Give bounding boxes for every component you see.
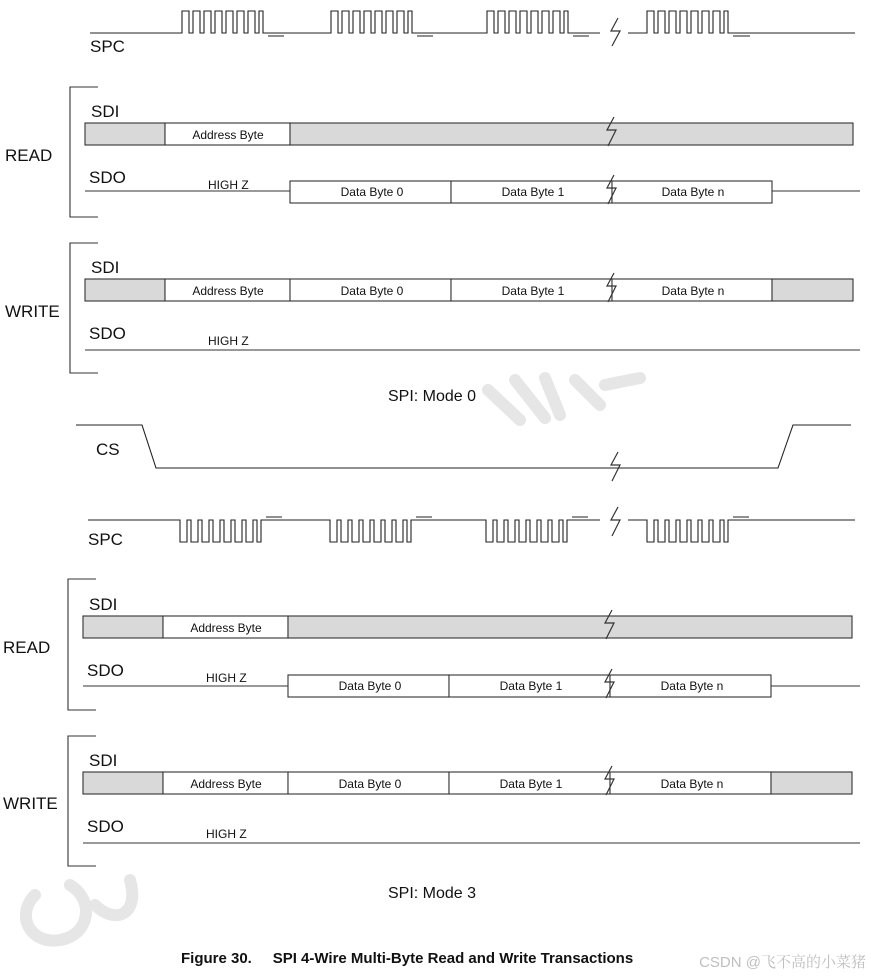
sdi-label-write-mode0: SDI bbox=[91, 258, 120, 277]
spc-label-mode3: SPC bbox=[88, 530, 123, 549]
cs-label: CS bbox=[96, 440, 120, 459]
data-byte-1-label: Data Byte 1 bbox=[501, 185, 565, 199]
high-z-label: HIGH Z bbox=[208, 334, 249, 348]
data-byte-0-label: Data Byte 0 bbox=[338, 777, 402, 791]
address-byte-label: Address Byte bbox=[192, 284, 264, 298]
data-byte-n-label: Data Byte n bbox=[660, 777, 724, 791]
read-label-mode0: READ bbox=[5, 146, 53, 165]
sdo-label-write-mode3: SDO bbox=[87, 817, 124, 836]
data-byte-0-label: Data Byte 0 bbox=[340, 284, 404, 298]
high-z-label: HIGH Z bbox=[208, 178, 249, 192]
sdi-dont-care-segment bbox=[288, 616, 852, 638]
data-byte-n-label: Data Byte n bbox=[660, 679, 724, 693]
data-byte-0-label: Data Byte 0 bbox=[340, 185, 404, 199]
caption-mode0: SPI: Mode 0 bbox=[387, 388, 477, 405]
caption-mode3: SPI: Mode 3 bbox=[387, 885, 477, 902]
sdi-label-write-mode3: SDI bbox=[89, 751, 118, 770]
high-z-label: HIGH Z bbox=[206, 827, 247, 841]
figure-caption: Figure 30. SPI 4-Wire Multi-Byte Read and Write Transactions bbox=[181, 950, 634, 967]
watermark-logo-top bbox=[488, 378, 640, 420]
address-byte-label: Address Byte bbox=[190, 621, 262, 635]
address-byte-label: Address Byte bbox=[190, 777, 262, 791]
data-byte-1-label: Data Byte 1 bbox=[499, 777, 563, 791]
break-icon bbox=[611, 452, 620, 481]
sdi-idle-segment-end bbox=[772, 279, 853, 301]
data-byte-n-label: Data Byte n bbox=[661, 284, 725, 298]
sdi-label-read-mode3: SDI bbox=[89, 595, 118, 614]
read-label-mode3: READ bbox=[3, 638, 51, 657]
sdo-label-read-mode0: SDO bbox=[89, 168, 126, 187]
csdn-watermark: CSDN @飞不高的小菜猪 bbox=[699, 954, 866, 971]
data-byte-0-label: Data Byte 0 bbox=[338, 679, 402, 693]
cs-waveform bbox=[76, 425, 851, 468]
spc-label-mode0: SPC bbox=[90, 37, 125, 56]
spc-waveform-mode3 bbox=[88, 520, 855, 542]
watermark-logo-bottom bbox=[26, 880, 132, 941]
sdo-label-write-mode0: SDO bbox=[89, 324, 126, 343]
sdi-idle-segment bbox=[83, 772, 163, 794]
sdi-idle-segment bbox=[85, 279, 165, 301]
sdi-dont-care-segment bbox=[290, 123, 853, 145]
address-byte-label: Address Byte bbox=[192, 128, 264, 142]
data-byte-1-label: Data Byte 1 bbox=[501, 284, 565, 298]
sdi-idle-segment bbox=[85, 123, 165, 145]
sdi-label-read-mode0: SDI bbox=[91, 102, 120, 121]
write-label-mode0: WRITE bbox=[5, 302, 60, 321]
high-z-label: HIGH Z bbox=[206, 671, 247, 685]
sdi-idle-segment bbox=[83, 616, 163, 638]
sdi-idle-segment-end bbox=[771, 772, 852, 794]
data-byte-1-label: Data Byte 1 bbox=[499, 679, 563, 693]
break-icon bbox=[611, 18, 620, 46]
write-label-mode3: WRITE bbox=[3, 794, 58, 813]
data-byte-n-label: Data Byte n bbox=[661, 185, 725, 199]
spc-waveform-mode0 bbox=[90, 11, 855, 33]
break-icon bbox=[611, 507, 620, 536]
sdo-label-read-mode3: SDO bbox=[87, 661, 124, 680]
